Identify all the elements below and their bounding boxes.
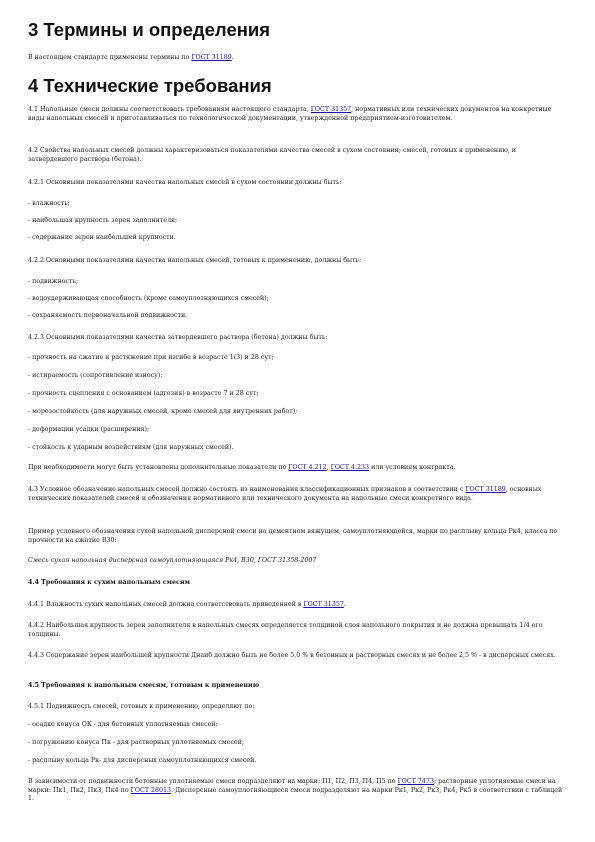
paragraph-4-2-1: 4.2.1 Основными показателями качества напольных смесей в сухом состоянии должны быть:	[28, 179, 342, 186]
text: 4.4.1 Влажность сухих напольных смесей должна соответствовать приведенной в	[28, 601, 304, 608]
list-item: - стойкость к ударным воздействиям (для наружных смесей).	[28, 444, 234, 451]
text: В настоящем стандарте применены термины по	[28, 54, 192, 61]
gost-31189-link[interactable]: ГОСТ 31189	[191, 54, 232, 61]
text: 4.1 Напольные смеси должны соответствовать требованиям настоящего стандарта,	[28, 106, 311, 113]
list-item: - прочность на сжатие и растяжение при изгибе в возрасте 1(3) и 28 сут;	[28, 354, 274, 361]
gost-28013-link[interactable]: ГОСТ 28013	[130, 786, 172, 794]
text: .	[343, 601, 346, 608]
text: . Дисперсные самоуплотняющиеся смеси подразделяют на марки Рк1, Рк2, Рк3, Рк4, Рк5 в соответствии с таблицей 1.	[28, 786, 563, 803]
gost-4-233-link[interactable]: ГОСТ 4.233	[330, 464, 370, 471]
text: , основных технических показателей смесей и обозначения нормативного или технического документа на напольные смеси конкретного вида.	[28, 486, 542, 502]
paragraph-4-2-2: 4.2.2 Основными показателями качества напольных смесей, готовых к применению, должны быть:	[28, 257, 362, 264]
list-item: - истираемость (сопротивление износу);	[28, 372, 163, 379]
gost-7473-link[interactable]: ГОСТ 7473	[397, 778, 434, 785]
text: или условиям контракта.	[369, 464, 456, 471]
list-item: - прочность сцепления с основанием (адгезия) в возрасте 7 и 28 сут;	[28, 390, 259, 397]
list-item: - осадке конуса ОК - для бетонных уплотняемых смесей;	[28, 721, 218, 728]
text: В зависимости от подвижности бетонные уплотняемые смеси подразделяют на марки: П1, П2, П3, П4, П5 по	[28, 778, 398, 785]
list-item: - погружению конуса Пк - для растворных уплотняемых смесей;	[28, 739, 245, 746]
heading-4-5: 4.5 Требования к напольным смесям, готовым к применению	[28, 682, 260, 689]
list-item: - сохраняемость первоначальной подвижности.	[28, 312, 188, 319]
section-3-heading: 3 Термины и определения	[28, 19, 271, 40]
paragraph-4-3	[28, 486, 566, 503]
heading-4-4: 4.4 Требования к сухим напольным смесям	[28, 579, 190, 586]
gost-4-212-link[interactable]: ГОСТ 4.212	[288, 464, 327, 471]
text: 4.3 Условное обозначение напольных смесей должно состоять из наименования классификационных признаков в соответствии с	[28, 486, 466, 493]
paragraph-4-4-1	[28, 601, 566, 610]
paragraph-4-5-1: 4.5.1 Подвижность смесей, готовых к применению, определяют по:	[28, 703, 255, 710]
text: ,	[326, 464, 331, 471]
text: ; растворные уплотняемые смеси на марки: Пк1, Пк2, Пк3, Пк4 по	[28, 778, 556, 794]
text: , нормативных или технических документов на конкретные виды напольных смесей и приготавливаться по технологической документации, утвержденной предприятием-изготовителем.	[28, 106, 552, 122]
paragraph-4-2-3: 4.2.3 Основными показателями качества затвердевшего раствора (бетона) должны быть:	[28, 334, 328, 341]
paragraph-example: Пример условного обозначения сухой напольной дисперсной смеси на цементном вяжущем, самоуплотняющейся, марки по расплыву кольца Рк4, класса по прочности на сжатие В30:	[28, 528, 558, 544]
paragraph-4-1	[28, 106, 566, 123]
gost-31189-link[interactable]: ГОСТ 31189	[465, 486, 506, 493]
gost-31357-link[interactable]: ГОСТ 31357	[303, 601, 344, 608]
list-item: - наибольшая крупность зерен заполнителя;	[28, 217, 178, 224]
list-item: - морозостойкость (для наружных смесей, кроме смесей для внутренних работ);	[28, 408, 298, 415]
text: При необходимости могут быть установлены дополнительные показатели по	[28, 464, 289, 471]
gost-31357-link[interactable]: ГОСТ 31357	[310, 106, 352, 113]
paragraph-additional	[28, 464, 566, 473]
paragraph-4-2: 4.2 Свойства напольных смесей должны характеризоваться показателями качества смесей в сухом состоянии; смесей, готовых к применению, и затвердевшего раствора (бетона).	[28, 147, 517, 163]
list-item: - подвижность;	[28, 278, 79, 285]
paragraph-3	[28, 54, 566, 63]
text: .	[231, 54, 234, 61]
paragraph-4-4-3: 4.4.3 Содержание зерен наибольшей крупности Днаиб должно быть не более 5,0 % в бетонных и растворных смесях и не более 2,5 % - в дисперсных смесях.	[28, 652, 556, 659]
list-item: - деформации усадки (расширения);	[28, 426, 150, 433]
list-item: - содержание зерен наибольшей крупности.	[28, 234, 176, 241]
paragraph-grades	[28, 778, 566, 804]
list-item: - водоудерживающая способность (кроме самоуплотняющихся смесей);	[28, 295, 269, 302]
example-designation: Смесь сухая напольная дисперсная самоуплотняющаяся Рк4, В30, ГОСТ 31358-2007	[28, 557, 317, 564]
paragraph-4-4-2: 4.4.2 Наибольшая крупность зерен заполнителя в напольных смесях определяется толщиной слоя напольного покрытия и не должна превышать 1/4 его толщины.	[28, 622, 543, 638]
list-item: - расплыву кольца Рк- для дисперсных самоуплотняющихся смесей.	[28, 757, 257, 764]
section-4-heading: 4 Технические требования	[28, 75, 272, 96]
list-item: - влажность;	[28, 200, 70, 207]
